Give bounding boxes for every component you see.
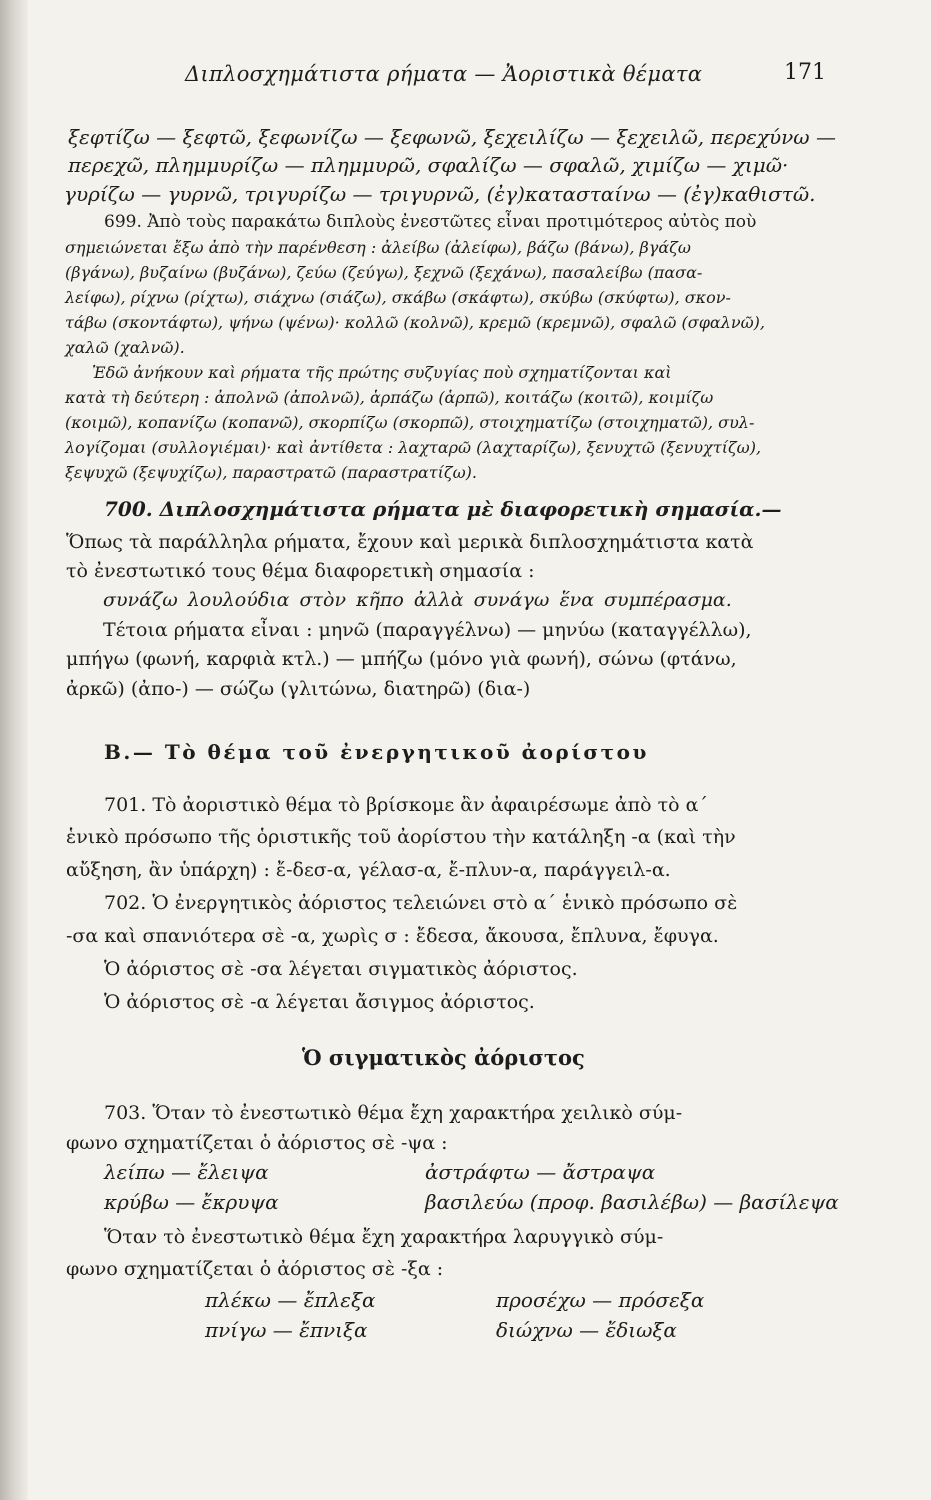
text-line: φωνο σχηματίζεται ὁ ἀόριστος σὲ -ψα : [66,1132,448,1154]
text-line: γυρίζω — γυρνῶ, τριγυρίζω — τριγυρνῶ, (ἐγ)κατασταίνω — (ἐγ)καθιστῶ. [64,182,816,206]
text-line: φωνο σχηματίζεται ὁ ἀόριστος σὲ -ξα : [66,1258,444,1280]
text-line: Ὁ ἀόριστος σὲ -α λέγεται ἄσιγμος ἀόριστος. [104,991,535,1013]
paragraph-699-line: (κοιμῶ), κοπανίζω (κοπανῶ), σκορπίζω (σκορπῶ), στοιχηματίζω (στοιχηματῶ), συλ- [65,413,755,432]
paragraph-699-line: χαλῶ (χαλνῶ). [65,338,185,357]
text-line: Τέτοια ρήματα εἶναι : μηνῶ (παραγγέλνω) — μηνύω (καταγγέλλω), [103,619,752,641]
text-line: μπήγω (φωνή, καρφιὰ κτλ.) — μπήζω (μόνο γιὰ φωνή), σώνω (φτάνω, [66,648,737,670]
text-line: τὸ ἐνεστωτικό τους θέμα διαφορετικὴ σημασία : [66,560,535,582]
paragraph-699-line: ξεψυχῶ (ξεψυχίζω), παραστρατῶ (παραστρατίζω). [65,463,477,482]
example-guttural-left: πνίγω — ἔπνιξα [205,1318,368,1342]
text-line: 701. Τὸ ἀοριστικὸ θέμα τὸ βρίσκομε ἂν ἀφαιρέσωμε ἀπὸ τὸ α´ [104,794,708,816]
paragraph-699-line: 699. Ἀπὸ τοὺς παρακάτω διπλοὺς ἐνεστῶτες εἶναι προτιμότερος αὐτὸς ποὺ [104,212,757,232]
text-line: 702. Ὁ ἐνεργητικὸς ἀόριστος τελειώνει στὸ α´ ἑνικὸ πρόσωπο σὲ [104,892,738,914]
paragraph-699-line: σημειώνεται ἔξω ἀπὸ τὴν παρένθεση : ἀλείβω (ἀλείφω), βάζω (βάνω), βγάζω [65,238,691,257]
paragraph-699-line: Ἐδῶ ἀνήκουν καὶ ρήματα τῆς πρώτης συζυγίας ποὺ σχηματίζονται καὶ [92,363,672,382]
sigmatic-aorist-heading: Ὁ σιγματικὸς ἀόριστος [302,1045,585,1070]
book-binding-shadow [0,0,28,1500]
text-line: ξεφτίζω — ξεφτῶ, ξεφωνίζω — ξεφωνῶ, ξεχειλίζω — ξεχειλῶ, περεχύνω — [68,125,836,149]
example-labial-right: βασιλεύω (προφ. βασιλέβω) — βασίλεψα [425,1190,839,1214]
page-header [0,60,931,100]
section-b-heading: Β.— Τὸ θέμα τοῦ ἐνεργητικοῦ ἀορίστου [104,740,649,764]
example-guttural-right: διώχνω — ἔδιωξα [496,1318,677,1342]
text-line: Ὁ ἀόριστος σὲ -σα λέγεται σιγματικὸς ἀόριστος. [104,958,578,980]
example-guttural-right: προσέχω — πρόσεξα [496,1288,705,1312]
running-title: Διπλοσχημάτιστα ρήματα — Ἀοριστικὰ θέματα [185,62,703,86]
paragraph-699-line: (βγάνω), βυζαίνω (βυζάνω), ζεύω (ζεύγω), ξεχνῶ (ξεχάνω), πασαλείβω (πασα- [65,263,703,282]
text-line: Ὅπως τὰ παράλληλα ρήματα, ἔχουν καὶ μερικὰ διπλοσχημάτιστα κατὰ [66,531,754,553]
section-700-heading: 700. Διπλοσχημάτιστα ρήματα μὲ διαφορετικὴ σημασία.— [104,497,782,521]
text-line: ἑνικὸ πρόσωπο τῆς ὁριστικῆς τοῦ ἀορίστου τὴν κατάληξη -α (καὶ τὴν [66,826,736,848]
text-line: Ὅταν τὸ ἐνεστωτικὸ θέμα ἔχη χαρακτήρα λαρυγγικὸ σύμ- [104,1226,664,1248]
text-line: αὔξηση, ἂν ὑπάρχη) : ἔ-δεσ-α, γέλασ-α, ἔ-πλυν-α, παράγγειλ-α. [66,859,671,881]
example-labial-left: λείπω — ἔλειψα [104,1160,269,1184]
example-line: συνάζω λουλούδια στὸν κῆπο ἀλλὰ συνάγω ἕνα συμπέρασμα. [103,589,732,611]
text-line: περεχῶ, πλημμυρίζω — πλημμυρῶ, σφαλίζω — σφαλῶ, χιμίζω — χιμῶ· [68,153,789,177]
paragraph-699-line: τάβω (σκοντάφτω), ψήνω (ψένω)· κολλῶ (κολνῶ), κρεμῶ (κρεμνῶ), σφαλῶ (σφαλνῶ), [65,313,765,332]
example-labial-right: ἀστράφτω — ἄστραψα [425,1160,656,1184]
paragraph-699-line: λείφω), ρίχνω (ρίχτω), σιάχνω (σιάζω), σκάβω (σκάφτω), σκύβω (σκύφτω), σκον- [65,288,731,307]
example-guttural-left: πλέκω — ἔπλεξα [205,1288,376,1312]
text-line: 703. Ὅταν τὸ ἐνεστωτικὸ θέμα ἔχη χαρακτήρα χειλικὸ σύμ- [104,1102,683,1124]
paragraph-699-line: κατὰ τὴ δεύτερη : ἀπολνῶ (ἀπολνῶ), ἁρπάζω (ἁρπῶ), κοιτάζω (κοιτῶ), κοιμίζω [65,388,714,407]
text-line: -σα καὶ σπανιότερα σὲ -α, χωρὶς σ : ἔδεσα, ἄκουσα, ἔπλυνα, ἔφυγα. [66,925,719,947]
page-number: 171 [784,60,826,85]
text-line: ἀρκῶ) (ἀπο-) — σώζω (γλιτώνω, διατηρῶ) (δια-) [66,678,531,700]
example-labial-left: κρύβω — ἔκρυψα [104,1190,279,1214]
paragraph-699-line: λογίζομαι (συλλογιέμαι)· καὶ ἀντίθετα : λαχταρῶ (λαχταρίζω), ξενυχτῶ (ξενυχτίζω), [65,438,762,457]
